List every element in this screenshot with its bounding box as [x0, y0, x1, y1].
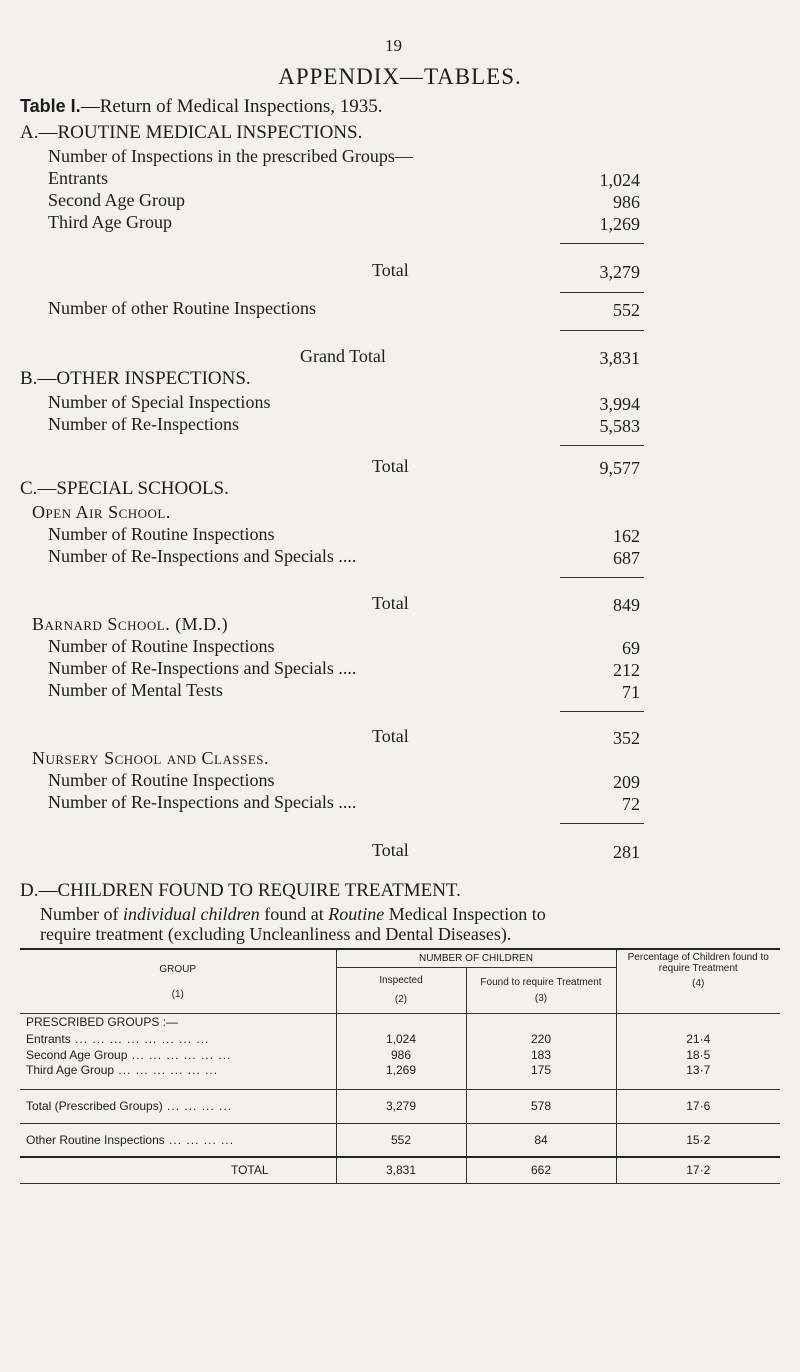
section-b-total-label: Total	[372, 456, 409, 476]
nursery-row-value: 209	[613, 772, 640, 792]
percentage-header-label: Percentage of Children found to require Treatment	[627, 952, 769, 974]
section-b-row-value: 3,994	[599, 394, 640, 414]
percentage-column-header	[616, 949, 780, 1013]
group-cell: Total (Prescribed Groups) ... ... ... ...	[26, 1099, 233, 1113]
table-row	[20, 1157, 780, 1183]
nursery-row-label: Number of Re-Inspections and Specials ....	[48, 792, 357, 812]
section-a-row-value: 1,024	[599, 170, 640, 190]
section-b-row-label: Number of Special Inspections	[48, 392, 271, 412]
table-row	[20, 1031, 780, 1047]
rule	[560, 292, 644, 293]
barnard-school-title: Barnard School. (M.D.)	[32, 614, 229, 634]
pct-cell: 15·2	[616, 1123, 780, 1157]
found-column-header	[466, 967, 616, 1013]
group-header-label: GROUP	[159, 964, 197, 975]
barnard-row-value: 69	[622, 638, 640, 658]
section-a-row-value: 986	[613, 192, 640, 212]
section-a-row-label: Third Age Group	[48, 212, 172, 232]
table-row	[20, 1089, 780, 1123]
group-header-num: (1)	[171, 989, 184, 1000]
inspected-cell: 986	[336, 1047, 466, 1063]
section-d-intro-text: found at	[259, 904, 329, 924]
open-air-total-label: Total	[372, 593, 409, 613]
section-d-intro-italic: individual children	[122, 904, 260, 924]
open-air-row-value: 687	[613, 548, 640, 568]
barnard-row-label: Number of Mental Tests	[48, 680, 223, 700]
found-cell: 183	[466, 1047, 616, 1063]
treatment-table	[20, 948, 780, 1184]
section-d-intro-text: Number of	[40, 904, 123, 924]
group-cell: Second Age Group ... ... ... ... ... ...	[26, 1048, 232, 1062]
found-cell: 578	[466, 1089, 616, 1123]
section-b-row-label: Number of Re-Inspections	[48, 414, 239, 434]
page-number: 19	[385, 36, 402, 55]
section-a-grand-value: 3,831	[599, 348, 640, 368]
section-a-total-value: 3,279	[599, 262, 640, 282]
open-air-total-value: 849	[613, 595, 640, 615]
group-cell: Third Age Group ... ... ... ... ... ...	[26, 1063, 219, 1077]
section-d-intro-line2: require treatment (excluding Uncleanliness and Dental Diseases).	[40, 924, 512, 944]
pct-cell: 13·7	[616, 1063, 780, 1089]
table-title-text: —Return of Medical Inspections, 1935.	[80, 96, 383, 117]
found-cell: 175	[466, 1063, 616, 1089]
section-c-title: C.—SPECIAL SCHOOLS.	[20, 478, 229, 499]
percentage-header-num: (4)	[692, 978, 705, 989]
prescribed-groups-label: PRESCRIBED GROUPS :—	[26, 1015, 179, 1030]
inspected-cell: 3,279	[336, 1089, 466, 1123]
found-cell: 220	[466, 1031, 616, 1047]
table-row	[20, 1063, 780, 1089]
inspected-cell: 1,269	[336, 1063, 466, 1089]
section-d-title: D.—CHILDREN FOUND TO REQUIRE TREATMENT.	[20, 880, 461, 901]
open-air-row-label: Number of Routine Inspections	[48, 524, 275, 544]
barnard-row-value: 71	[622, 682, 640, 702]
section-a-other-value: 552	[613, 300, 640, 320]
table-row	[20, 1047, 780, 1063]
found-header-num: (3)	[534, 992, 548, 1004]
section-a-row-value: 1,269	[599, 214, 640, 234]
section-d-intro-text: Medical Inspection to	[384, 904, 546, 924]
section-a-row-label: Entrants	[48, 168, 108, 188]
open-air-row-value: 162	[613, 526, 640, 546]
section-a-total-label: Total	[372, 260, 409, 280]
pct-cell: 17·2	[616, 1157, 780, 1183]
section-a-intro: Number of Inspections in the prescribed Groups—	[48, 146, 413, 166]
found-cell: 662	[466, 1157, 616, 1183]
nursery-total-value: 281	[613, 842, 640, 862]
rule	[560, 445, 644, 446]
table-row	[20, 1123, 780, 1157]
found-header-label: Found to require Treatment	[480, 976, 602, 988]
section-b-total-value: 9,577	[599, 458, 640, 478]
rule	[560, 823, 644, 824]
pct-cell: 21·4	[616, 1031, 780, 1047]
group-cell: TOTAL	[230, 1163, 269, 1178]
section-a-row-label: Second Age Group	[48, 190, 185, 210]
section-a-other-label: Number of other Routine Inspections	[48, 298, 316, 318]
section-a-grand-label: Grand Total	[300, 346, 386, 366]
inspected-header-num: (2)	[394, 994, 408, 1005]
rule	[560, 577, 644, 578]
group-cell: Other Routine Inspections ... ... ... ...	[26, 1132, 235, 1147]
section-d-intro-italic: Routine	[328, 904, 385, 924]
barnard-row-label: Number of Routine Inspections	[48, 636, 275, 656]
group-column-header	[20, 949, 336, 1013]
section-d-intro	[40, 904, 546, 925]
open-air-school-title: Open Air School.	[32, 502, 171, 522]
section-b-title: B.—OTHER INSPECTIONS.	[20, 368, 251, 389]
section-b-row-value: 5,583	[599, 416, 640, 436]
nursery-row-label: Number of Routine Inspections	[48, 770, 275, 790]
pct-cell: 18·5	[616, 1047, 780, 1063]
nursery-total-label: Total	[372, 840, 409, 860]
inspected-column-header	[336, 967, 466, 1013]
barnard-row-label: Number of Re-Inspections and Specials ....	[48, 658, 357, 678]
nursery-school-title: Nursery School and Classes.	[32, 748, 269, 768]
open-air-row-label: Number of Re-Inspections and Specials ....	[48, 546, 357, 566]
nursery-row-value: 72	[622, 794, 640, 814]
rule	[560, 711, 644, 712]
page-heading: APPENDIX—TABLES.	[278, 64, 522, 89]
barnard-total-label: Total	[372, 726, 409, 746]
table-label: Table I.	[20, 96, 81, 116]
inspected-cell: 1,024	[336, 1031, 466, 1047]
inspected-cell: 3,831	[336, 1157, 466, 1183]
section-a-title: A.—ROUTINE MEDICAL INSPECTIONS.	[20, 122, 363, 143]
found-cell: 84	[466, 1123, 616, 1157]
barnard-total-value: 352	[613, 728, 640, 748]
pct-cell: 17·6	[616, 1089, 780, 1123]
table-title	[20, 96, 383, 118]
group-cell: Entrants ... ... ... ... ... ... ... ...	[26, 1032, 210, 1046]
number-of-children-header: NUMBER OF CHILDREN	[336, 949, 616, 967]
rule	[560, 243, 644, 244]
rule	[560, 330, 644, 331]
inspected-cell: 552	[336, 1123, 466, 1157]
inspected-header-label: Inspected	[379, 975, 423, 986]
barnard-row-value: 212	[613, 660, 640, 680]
